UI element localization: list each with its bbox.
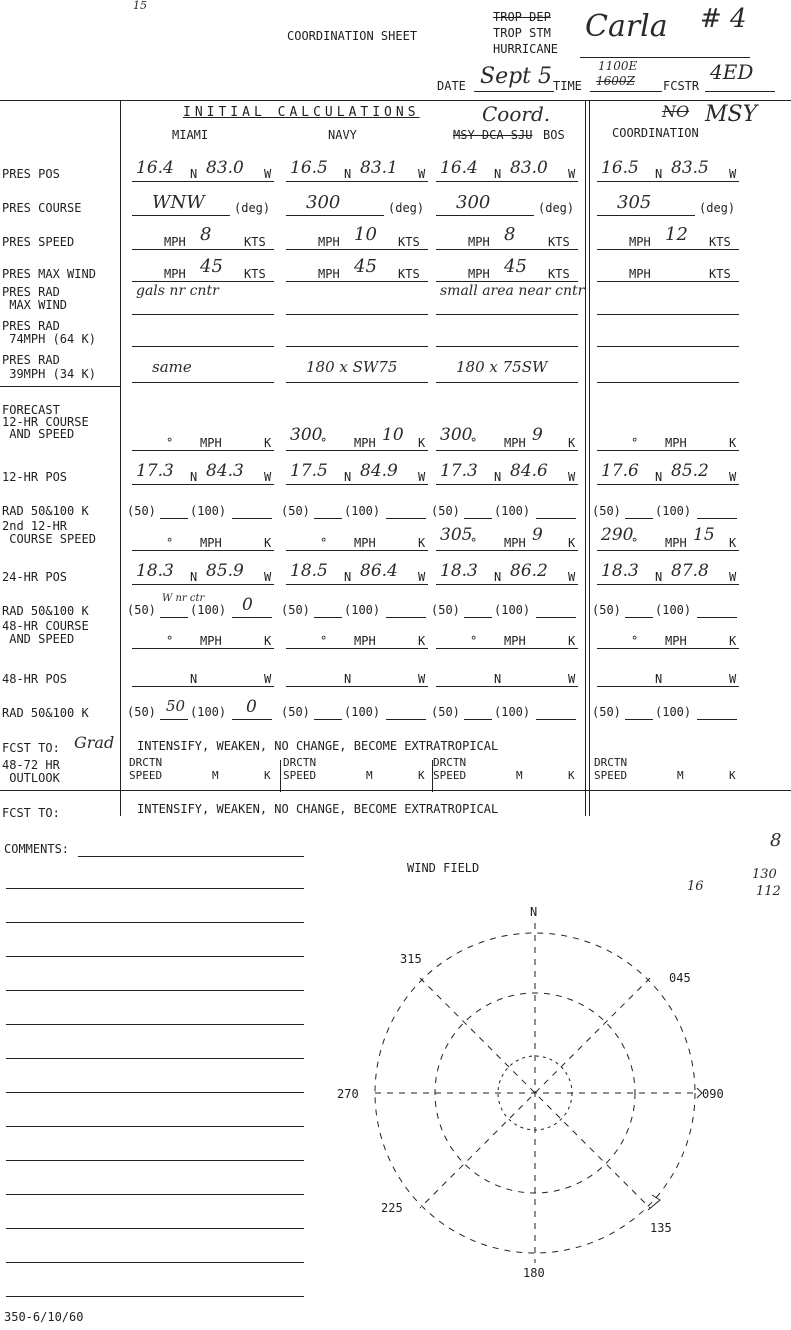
pos_24-w-1: W: [418, 570, 426, 584]
pres_max_wind-mph-3: MPH: [629, 267, 651, 281]
wind-n: N: [530, 905, 538, 919]
time-value-1[interactable]: 1100E: [598, 59, 638, 73]
forecast_12-mph-0: MPH: [200, 436, 222, 450]
rad-max-2[interactable]: small area near cntr: [440, 283, 585, 299]
pres_max_wind-kts-2: KTS: [548, 267, 570, 281]
r100-1-2: (100): [494, 603, 531, 617]
fcstr-value[interactable]: 4ED: [710, 60, 754, 84]
pres_pos-w-2: W: [568, 167, 576, 181]
pres_max_wind-val-2[interactable]: 45: [504, 256, 527, 277]
storm-name: Carla: [585, 9, 668, 44]
pos_48-n-2: N: [494, 672, 502, 686]
course_2nd12-s-3[interactable]: 15: [693, 525, 715, 545]
form-number: 350-6/10/60: [4, 1310, 84, 1324]
pos_48-w-3: W: [729, 672, 737, 686]
course_2nd12-k-0: K: [264, 536, 272, 550]
wind-225: 225: [381, 1201, 403, 1215]
row-pos-48: 48-HR POS: [2, 672, 68, 686]
course_2nd12-s-2[interactable]: 9: [532, 525, 543, 545]
course_2nd12-k-3: K: [729, 536, 737, 550]
forecast_12-mph-3: MPH: [665, 436, 687, 450]
pos_12-lat-2[interactable]: 17.3: [440, 461, 478, 481]
r50-1-0: (50): [127, 603, 156, 617]
r100-2-1: (100): [344, 705, 381, 719]
pres_speed-mph-1: MPH: [318, 235, 340, 249]
pos_24-w-3: W: [729, 570, 737, 584]
type-trop-dep: TROP DEP: [493, 10, 551, 24]
forecast_12-c-1[interactable]: 300: [290, 425, 323, 445]
rad-39-0[interactable]: same: [152, 358, 192, 376]
row-pos-24: 24-HR POS: [2, 570, 68, 584]
pres_pos-lon-1[interactable]: 83.1: [360, 158, 398, 178]
page-number: 15: [133, 0, 147, 12]
r50-1-1: (50): [281, 603, 310, 617]
out-drctn-3: DRCTN: [594, 756, 628, 769]
rad48-r50-miami[interactable]: 50: [166, 697, 186, 715]
r50-2-0: (50): [127, 705, 156, 719]
pos_12-lon-2[interactable]: 84.6: [510, 461, 548, 481]
pres_max_wind-mph-2: MPH: [468, 267, 490, 281]
row-course-2nd12: 2nd 12-HR COURSE SPEED: [2, 519, 96, 546]
pos_24-lon-1[interactable]: 86.4: [360, 561, 398, 581]
pres_pos-lon-3[interactable]: 83.5: [671, 158, 709, 178]
date-label: DATE: [437, 79, 466, 93]
pres_pos-w-3: W: [729, 167, 737, 181]
r50-0-1: (50): [281, 504, 310, 518]
pos_48-w-1: W: [418, 672, 426, 686]
row-rad-48: RAD 50&100 K: [2, 706, 89, 720]
out-k-0: K: [264, 769, 271, 782]
pres-course-3[interactable]: 305: [617, 192, 652, 213]
forecast_12-mph-2: MPH: [504, 436, 526, 450]
out-k-2: K: [568, 769, 575, 782]
c48-mph-1: MPH: [354, 634, 376, 648]
pos_24-lat-3[interactable]: 18.3: [601, 561, 639, 581]
forecast_12-k-1: K: [418, 436, 426, 450]
r50-0-2: (50): [431, 504, 460, 518]
pos_24-lon-3[interactable]: 87.8: [671, 561, 709, 581]
pres_max_wind-val-0[interactable]: 45: [200, 256, 223, 277]
col-coordination: COORDINATION: [612, 126, 699, 140]
forecast_12-deg-1: °: [320, 436, 328, 450]
pres_speed-kts-1: KTS: [398, 235, 420, 249]
pos_12-w-2: W: [568, 470, 576, 484]
course_2nd12-k-2: K: [568, 536, 576, 550]
rad24-r50-miami[interactable]: W nr ctr: [162, 593, 205, 604]
r100-1-1: (100): [344, 603, 381, 617]
pos_12-lon-3[interactable]: 85.2: [671, 461, 709, 481]
pres_pos-w-0: W: [264, 167, 272, 181]
row-pos-12: 12-HR POS: [2, 470, 68, 484]
pres_max_wind-mph-1: MPH: [318, 267, 340, 281]
r50-2-3: (50): [592, 705, 621, 719]
wind-field-title: WIND FIELD: [407, 861, 480, 875]
course_2nd12-deg-0: °: [166, 536, 174, 550]
type-trop-stm: TROP STM: [493, 26, 551, 40]
time-label: TIME: [553, 79, 582, 93]
pres_speed-kts-2: KTS: [548, 235, 570, 249]
r100-2-0: (100): [190, 705, 227, 719]
pos_12-lon-0[interactable]: 84.3: [206, 461, 244, 481]
wind-045: 045: [669, 971, 691, 985]
out-drctn-2: DRCTN: [433, 756, 467, 769]
forecast_12-s-1[interactable]: 10: [382, 425, 404, 445]
forecast_12-k-0: K: [264, 436, 272, 450]
c48-deg-1: °: [320, 634, 328, 648]
pres_max_wind-kts-3: KTS: [709, 267, 731, 281]
comments-label: COMMENTS:: [4, 842, 70, 856]
pos_12-lat-1[interactable]: 17.5: [290, 461, 328, 481]
deg-3: (deg): [699, 201, 736, 215]
pos_24-n-0: N: [190, 570, 198, 584]
row-pres-speed: PRES SPEED: [2, 235, 75, 249]
calc-divisor: 16: [687, 879, 704, 894]
pres_pos-lat-0[interactable]: 16.4: [136, 158, 174, 178]
deg-0: (deg): [234, 201, 271, 215]
out-speed-2: SPEED: [433, 769, 467, 782]
pres_max_wind-val-1[interactable]: 45: [354, 256, 377, 277]
pos_24-n-2: N: [494, 570, 502, 584]
out-m-0: M: [212, 769, 219, 782]
pres_max_wind-kts-0: KTS: [244, 267, 266, 281]
pos_12-lon-1[interactable]: 84.9: [360, 461, 398, 481]
row-pres-rad-max-wind: PRES RAD MAX WIND: [2, 285, 68, 312]
deg-1: (deg): [388, 201, 425, 215]
r100-0-1: (100): [344, 504, 381, 518]
r50-1-2: (50): [431, 603, 460, 617]
pos_24-lat-1[interactable]: 18.5: [290, 561, 328, 581]
course_2nd12-deg-2: °: [470, 536, 478, 550]
pres_pos-n-1: N: [344, 167, 352, 181]
r100-1-3: (100): [655, 603, 692, 617]
section-title: INITIAL CALCULATIONS: [183, 105, 420, 120]
pres_pos-n-2: N: [494, 167, 502, 181]
pos_24-n-3: N: [655, 570, 663, 584]
c48-k-3: K: [729, 634, 737, 648]
r100-2-3: (100): [655, 705, 692, 719]
type-hurricane: HURRICANE: [493, 42, 559, 56]
course_2nd12-c-2[interactable]: 305: [440, 525, 473, 545]
pres_max_wind-kts-1: KTS: [398, 267, 420, 281]
pres_pos-lat-1[interactable]: 16.5: [290, 158, 328, 178]
r100-0-0: (100): [190, 504, 227, 518]
fcst-options-1: INTENSIFY, WEAKEN, NO CHANGE, BECOME EXTRATROPICAL: [137, 739, 499, 753]
c48-mph-3: MPH: [665, 634, 687, 648]
pres_speed-val-2[interactable]: 8: [504, 224, 516, 245]
rad-max-0[interactable]: gals nr cntr: [136, 283, 219, 299]
forecast_12-deg-3: °: [631, 436, 639, 450]
pos_12-n-0: N: [190, 470, 198, 484]
pos_12-n-1: N: [344, 470, 352, 484]
pres_pos-lon-0[interactable]: 83.0: [206, 158, 244, 178]
forecast_12-deg-2: °: [470, 436, 478, 450]
c48-k-0: K: [264, 634, 272, 648]
calc-dividend: 130: [752, 867, 777, 882]
pres_speed-kts-3: KTS: [709, 235, 731, 249]
pos_12-n-3: N: [655, 470, 663, 484]
pres_speed-mph-2: MPH: [468, 235, 490, 249]
rad24-r100-miami[interactable]: 0: [242, 595, 253, 615]
row-pres-rad-39: PRES RAD 39MPH (34 K): [2, 353, 96, 381]
pres_pos-n-0: N: [190, 167, 198, 181]
r100-0-2: (100): [494, 504, 531, 518]
r50-2-2: (50): [431, 705, 460, 719]
pres-course-1[interactable]: 300: [306, 192, 341, 213]
pos_24-lon-0[interactable]: 85.9: [206, 561, 244, 581]
c48-k-2: K: [568, 634, 576, 648]
col-miami: MIAMI: [172, 128, 209, 142]
r100-1-0: (100): [190, 603, 227, 617]
pos_48-n-1: N: [344, 672, 352, 686]
course_2nd12-mph-1: MPH: [354, 536, 376, 550]
pos_24-w-0: W: [264, 570, 272, 584]
course_2nd12-mph-0: MPH: [200, 536, 222, 550]
pres_speed-val-0[interactable]: 8: [200, 224, 212, 245]
row-pres-pos: PRES POS: [2, 167, 60, 181]
r100-2-2: (100): [494, 705, 531, 719]
pres_pos-w-1: W: [418, 167, 426, 181]
c48-mph-0: MPH: [200, 634, 222, 648]
out-speed-0: SPEED: [129, 769, 163, 782]
forecast_12-mph-1: MPH: [354, 436, 376, 450]
row-rad-12: RAD 50&100 K: [2, 504, 89, 518]
pos_12-lat-3[interactable]: 17.6: [601, 461, 639, 481]
course_2nd12-mph-3: MPH: [665, 536, 687, 550]
pos_24-lat-0[interactable]: 18.3: [136, 561, 174, 581]
row-outlook: 48-72 HR OUTLOOK: [2, 758, 60, 785]
rad48-r100-miami[interactable]: 0: [246, 697, 257, 717]
forecast_12-deg-0: °: [166, 436, 174, 450]
row-rad-24: RAD 50&100 K: [2, 604, 89, 618]
deg-2: (deg): [538, 201, 575, 215]
pres_speed-val-3[interactable]: 12: [665, 224, 688, 245]
fcst-grad: Grad: [74, 733, 115, 752]
pos_12-w-0: W: [264, 470, 272, 484]
pos_24-lat-2[interactable]: 18.3: [440, 561, 478, 581]
row-pres-rad-74: PRES RAD 74MPH (64 K): [2, 319, 96, 346]
wind-135: 135: [650, 1221, 672, 1235]
col-struck: MSY DCA SJU: [453, 128, 533, 142]
date-value[interactable]: Sept 5: [480, 64, 553, 89]
out-speed-3: SPEED: [594, 769, 628, 782]
pres_speed-val-1[interactable]: 10: [354, 224, 377, 245]
c48-k-1: K: [418, 634, 426, 648]
pres_max_wind-mph-0: MPH: [164, 267, 186, 281]
pos_48-w-2: W: [568, 672, 576, 686]
wind-090: 090: [702, 1087, 724, 1101]
course_2nd12-deg-3: °: [631, 536, 639, 550]
forecast_12-k-3: K: [729, 436, 737, 450]
course_2nd12-c-3[interactable]: 290: [601, 525, 634, 545]
forecast_12-k-2: K: [568, 436, 576, 450]
col4-struck: NO: [662, 102, 690, 121]
r50-0-0: (50): [127, 504, 156, 518]
rad-39-2[interactable]: 180 x 75SW: [456, 358, 548, 376]
row-fcst-to-1: FCST TO:: [2, 741, 60, 755]
pos_48-n-3: N: [655, 672, 663, 686]
pres_speed-mph-0: MPH: [164, 235, 186, 249]
pos_12-w-3: W: [729, 470, 737, 484]
calc-sub: 112: [756, 884, 781, 899]
col-navy: NAVY: [328, 128, 357, 142]
row-forecast-12: FORECAST 12-HR COURSE AND SPEED: [2, 403, 89, 441]
pres_pos-lon-2[interactable]: 83.0: [510, 158, 548, 178]
pos_12-w-1: W: [418, 470, 426, 484]
row-pres-course: PRES COURSE: [2, 201, 82, 215]
forecast_12-c-2[interactable]: 300: [440, 425, 473, 445]
storm-number: # 4: [700, 4, 747, 34]
course_2nd12-deg-1: °: [320, 536, 328, 550]
wind-270: 270: [337, 1087, 359, 1101]
wind-180: 180: [523, 1266, 545, 1280]
r50-1-3: (50): [592, 603, 621, 617]
out-m-2: M: [516, 769, 523, 782]
row-pres-max-wind: PRES MAX WIND: [2, 267, 96, 281]
pres_pos-lat-2[interactable]: 16.4: [440, 158, 478, 178]
wind-315: 315: [400, 952, 422, 966]
pos_24-w-2: W: [568, 570, 576, 584]
course_2nd12-k-1: K: [418, 536, 426, 550]
pres_speed-mph-3: MPH: [629, 235, 651, 249]
out-k-3: K: [729, 769, 736, 782]
rad-39-1[interactable]: 180 x SW75: [306, 358, 398, 376]
fcstr-label: FCSTR: [663, 79, 700, 93]
pres_pos-n-3: N: [655, 167, 663, 181]
pos_24-n-1: N: [344, 570, 352, 584]
r50-0-3: (50): [592, 504, 621, 518]
pos_24-lon-2[interactable]: 86.2: [510, 561, 548, 581]
pres-course-2[interactable]: 300: [456, 192, 491, 213]
fcst-options-2: INTENSIFY, WEAKEN, NO CHANGE, BECOME EXTRATROPICAL: [137, 802, 499, 816]
pres-course-0[interactable]: WNW: [152, 192, 205, 213]
out-k-1: K: [418, 769, 425, 782]
forecast_12-s-2[interactable]: 9: [532, 425, 543, 445]
col4-note: MSY: [705, 102, 758, 127]
sheet-title: COORDINATION SHEET: [287, 29, 418, 43]
pos_12-n-2: N: [494, 470, 502, 484]
r100-0-3: (100): [655, 504, 692, 518]
col-bos: BOS: [543, 128, 565, 142]
pres_pos-lat-3[interactable]: 16.5: [601, 158, 639, 178]
c48-deg-0: °: [166, 634, 174, 648]
calc-top: 8: [770, 830, 782, 851]
out-speed-1: SPEED: [283, 769, 317, 782]
time-value-2[interactable]: 1600Z: [596, 74, 635, 88]
r50-2-1: (50): [281, 705, 310, 719]
out-m-3: M: [677, 769, 684, 782]
out-m-1: M: [366, 769, 373, 782]
row-fcst-to-2: FCST TO:: [2, 806, 60, 820]
c48-deg-3: °: [631, 634, 639, 648]
c48-deg-2: °: [470, 634, 478, 648]
c48-mph-2: MPH: [504, 634, 526, 648]
course_2nd12-mph-2: MPH: [504, 536, 526, 550]
row-course-48: 48-HR COURSE AND SPEED: [2, 619, 89, 646]
out-drctn-0: DRCTN: [129, 756, 163, 769]
pres_speed-kts-0: KTS: [244, 235, 266, 249]
pos_12-lat-0[interactable]: 17.3: [136, 461, 174, 481]
pos_48-w-0: W: [264, 672, 272, 686]
col-coord-note: Coord.: [482, 102, 551, 126]
out-drctn-1: DRCTN: [283, 756, 317, 769]
pos_48-n-0: N: [190, 672, 198, 686]
